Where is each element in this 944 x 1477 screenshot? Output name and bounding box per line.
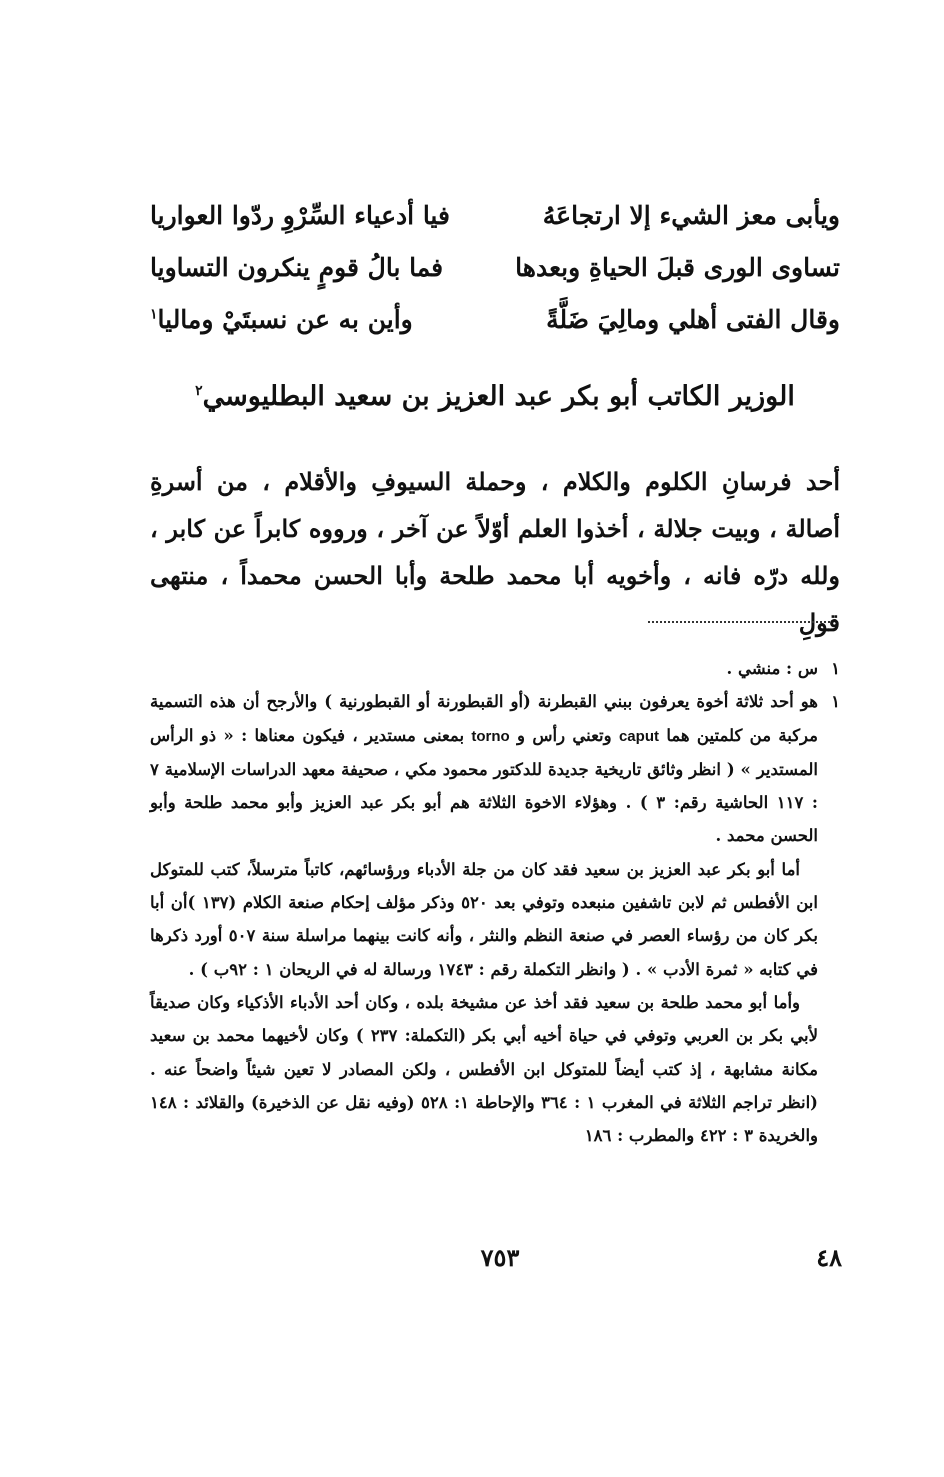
poem-verse <box>150 294 840 346</box>
verse-second-hemistich <box>150 242 443 294</box>
footnote-text <box>150 685 818 852</box>
poem-verse <box>150 242 840 294</box>
body-paragraph: أحد فرسانِ الكلوم والكلام ، وحملة السيوفِ والأقلام ، من أسرةِ أصالة ، وبيت جلالة ، أخذوا العلم أوّلاً عن آخر ، ورووه كابراً عن كابر ، ولله درّه فانه ، وأخويه أبا محمد طلحة وأبا الحسن محمداً ، منتهى قولِ <box>150 467 840 637</box>
latin-term: caput <box>618 727 659 745</box>
poem-verse <box>150 190 840 242</box>
footnote-divider <box>648 621 830 623</box>
footnote-text: س : منشي . <box>726 659 818 678</box>
verse-footnote-marker: ١ <box>150 306 158 323</box>
footnote-number: ١ <box>831 659 840 678</box>
footnote-text-part: بمعنى مستدير ، فيكون معناها : « ذو الرأس المستدير » ( انظر وثائق تاريخية جديدة للدكتور محمود مكي ، صحيفة معهد الدراسات الإسلامية ٧ : ١١٧ الحاشية رقم: ٣ ) . وهؤلاء الاخوة الثلاثة هم أبو بكر عبد العزيز وأبو محمد طلحة وأبو الحسن محمد . <box>150 725 818 846</box>
footnote-paragraph: وأما أبو محمد طلحة بن سعيد فقد أخذ عن مشيخة بلده ، وكان أحد الأدباء الأذكياء وكان صديقاً لأبي بكر بن العربي وتوفي في حياة أخيه أبي بكر (التكملة: ٢٣٧ ) وكان لأخيهما محمد بن سعيد مكانة مشابهة ، إذ كتب أيضاً للمتوكل ابن الأفطس ، ولكن المصادر لا تعين شيئاً واضحاً عنه . (انظر تراجم الثلاثة في المغرب ١ : ٣٦٤ والإحاطة ١: ٥٢٨ (وفيه نقل عن الذخيرة) والقلائد : ١٤٨ والخريدة ٣ : ٤٢٢ والمطرب : ١٨٦ <box>150 992 818 1146</box>
verse-second-text: فما بالُ قومٍ ينكرون التساويا <box>150 253 444 282</box>
signature-number: ٤٨ <box>816 1243 842 1272</box>
footnote <box>150 652 840 685</box>
footnote-paragraph: أما أبو بكر عبد العزيز بن سعيد فقد كان من جلة الأدباء ورؤسائهم، كاتباً مترسلاً، كتب للمتوكل ابن الأفطس ثم لابن تاشفين منبعده وتوفي بعد ٥٢٠ وذكر مؤلف إحكام صنعة الكلام (١٣٧ )أن أبا بكر كان من رؤساء العصر في صنعة النظم والنثر ، وأنه كانت بينهما مراسلة سنة ٥٠٧ أورد ذكرها في كتابه « ثمرة الأدب » . ( وانظر التكملة رقم : ١٧٤٣ ورسالة له في الريحان ١ : ٩٢ب ) . <box>150 859 818 979</box>
footnote <box>150 685 840 852</box>
section-heading <box>150 372 840 422</box>
verse-second-text: فيا أدعياء السِّرْوِ ردّوا العواريا <box>150 201 450 230</box>
footnote-number: ١ <box>831 692 840 712</box>
verse-first-hemistich: وقال الفتى أهلي ومالِيَ ضَلَّةً <box>546 305 840 334</box>
verse-first-hemistich: تساوى الورى قبلَ الحياةِ وبعدها <box>515 253 840 282</box>
poem <box>150 190 840 346</box>
verse-first-hemistich: ويأبى معز الشيء إلا ارتجاعَهُ <box>542 201 840 230</box>
verse-second-hemistich <box>150 294 413 346</box>
verse-second-text: وأين به عن نسبتَيْ وماليا <box>157 305 413 334</box>
footnote-text-part: هو أحد ثلاثة أخوة يعرفون ببني القبطرنة (أو القبطورنة أو القبطورنية ) والأرجح أن هذه التسمية مركبة من كلمتين هما <box>150 692 818 745</box>
body-text <box>150 458 840 646</box>
footnote-text-part: وتعني رأس و <box>509 725 619 745</box>
heading-text: الوزير الكاتب أبو بكر عبد العزيز بن سعيد البطليوسي <box>202 381 795 412</box>
latin-term: torno <box>471 727 510 745</box>
verse-second-hemistich <box>150 190 450 242</box>
page-number: ٧٥٣ <box>480 1243 520 1272</box>
footnotes <box>150 652 840 1152</box>
heading-footnote-marker: ٢ <box>195 383 203 399</box>
